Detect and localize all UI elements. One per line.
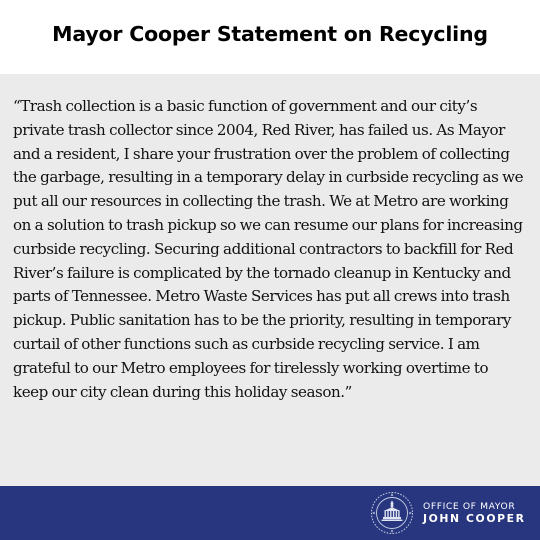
quote-line: pickup. Public sanitation has to be the priority, resulting in temporary <box>13 311 511 330</box>
quote-line: keep our city clean during this holiday season.” <box>13 382 352 401</box>
quote-line: the garbage, resulting in a temporary delay in curbside recycling as we <box>13 168 524 187</box>
header <box>0 0 540 74</box>
page-title: Mayor Cooper Statement on Recycling <box>52 22 488 46</box>
quote-line: private trash collector since 2004, Red River, has failed us. As Mayor <box>13 120 505 139</box>
statement-panel <box>0 74 540 486</box>
quote-line: put all our resources in collecting the trash. We at Metro are working <box>13 192 509 211</box>
quote-line: grateful to our Metro employees for tirelessly working overtime to <box>13 358 489 377</box>
quote-line: and a resident, I share your frustration over the problem of collecting <box>13 144 510 163</box>
quote-line: curtail of other functions such as curbside recycling service. I am <box>13 334 480 353</box>
office-label: OFFICE OF MAYOR <box>423 501 516 512</box>
metro-seal-icon <box>369 490 415 536</box>
statement-quote <box>13 95 540 404</box>
mayor-name-label: JOHN COOPER <box>423 512 526 525</box>
quote-line: curbside recycling. Securing additional contractors to backfill for Red <box>13 239 514 258</box>
quote-line: parts of Tennessee. Metro Waste Services has put all crews into trash <box>13 287 510 306</box>
quote-line: “Trash collection is a basic function of government and our city’s <box>13 97 478 115</box>
footer-bar <box>0 486 540 540</box>
quote-line: River’s failure is complicated by the tornado cleanup in Kentucky and <box>13 263 511 282</box>
quote-line: on a solution to trash pickup so we can resume our plans for increasing <box>13 215 523 234</box>
